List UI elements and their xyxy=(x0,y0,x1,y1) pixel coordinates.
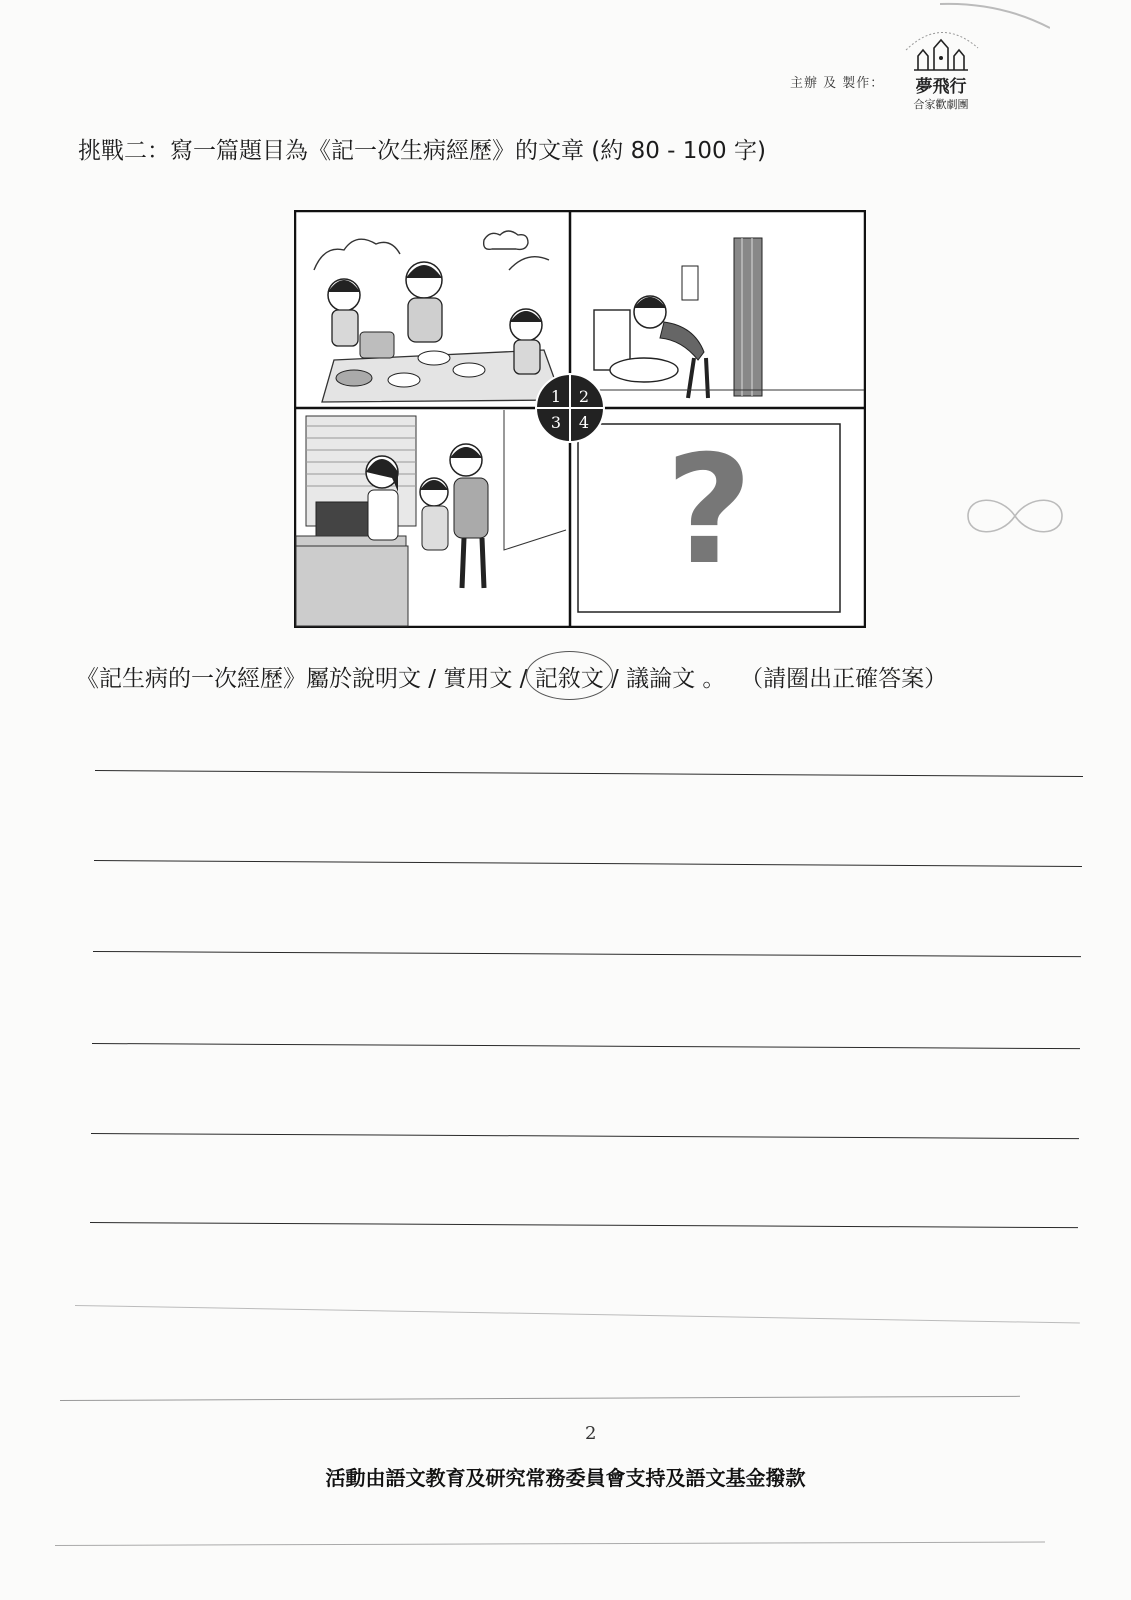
option-practical[interactable]: 實用文 xyxy=(443,666,513,692)
svg-text:合家歡劇團: 合家歡劇團 xyxy=(913,98,969,111)
comic-strip xyxy=(294,210,866,628)
option-separator: / xyxy=(512,666,535,692)
question-suffix: 。 xyxy=(695,666,726,692)
castle-logo-icon xyxy=(896,20,986,120)
writing-line[interactable] xyxy=(95,770,1083,777)
scan-edge-line xyxy=(55,1542,1045,1546)
question-prefix: 《記生病的一次經歷》屬於 xyxy=(76,666,352,692)
question-mark-icon xyxy=(578,424,840,612)
panel-number: 1 xyxy=(550,387,562,406)
option-separator: / xyxy=(421,666,444,692)
option-separator: / xyxy=(603,666,627,692)
option-argumentative[interactable]: 議論文 xyxy=(626,666,696,692)
scan-edge-line xyxy=(60,1396,1020,1401)
panel-number: 3 xyxy=(550,413,562,432)
panel-number-badge xyxy=(536,374,604,442)
page-number: 2 xyxy=(585,1423,597,1444)
option-explanatory[interactable]: 說明文 xyxy=(352,666,421,692)
panel-number: 2 xyxy=(578,387,590,406)
challenge-title: 挑戰二：寫一篇題目為《記一次生病經歷》的文章 (約 80 - 100 字) xyxy=(78,138,766,164)
writing-line[interactable] xyxy=(90,1222,1078,1228)
writing-line[interactable] xyxy=(94,860,1082,867)
option-narrative-circled[interactable]: 記敘文 xyxy=(535,660,604,693)
question-instruction: （請圈出正確答案） xyxy=(740,666,948,692)
scan-edge-line xyxy=(75,1305,1080,1324)
panel-number: 4 xyxy=(578,413,590,432)
organizer-label: 主辦 及 製作： xyxy=(790,76,885,91)
svg-text:夢飛行: 夢飛行 xyxy=(915,77,967,97)
genre-question xyxy=(76,660,947,693)
writing-line[interactable] xyxy=(91,1133,1079,1139)
infinity-doodle-icon xyxy=(960,486,1070,546)
svg-text:?: ? xyxy=(665,424,753,598)
funding-note: 活動由語文教育及研究常務委員會支持及語文基金撥款 xyxy=(325,1466,806,1490)
writing-line[interactable] xyxy=(93,951,1081,957)
writing-line[interactable] xyxy=(92,1043,1080,1049)
